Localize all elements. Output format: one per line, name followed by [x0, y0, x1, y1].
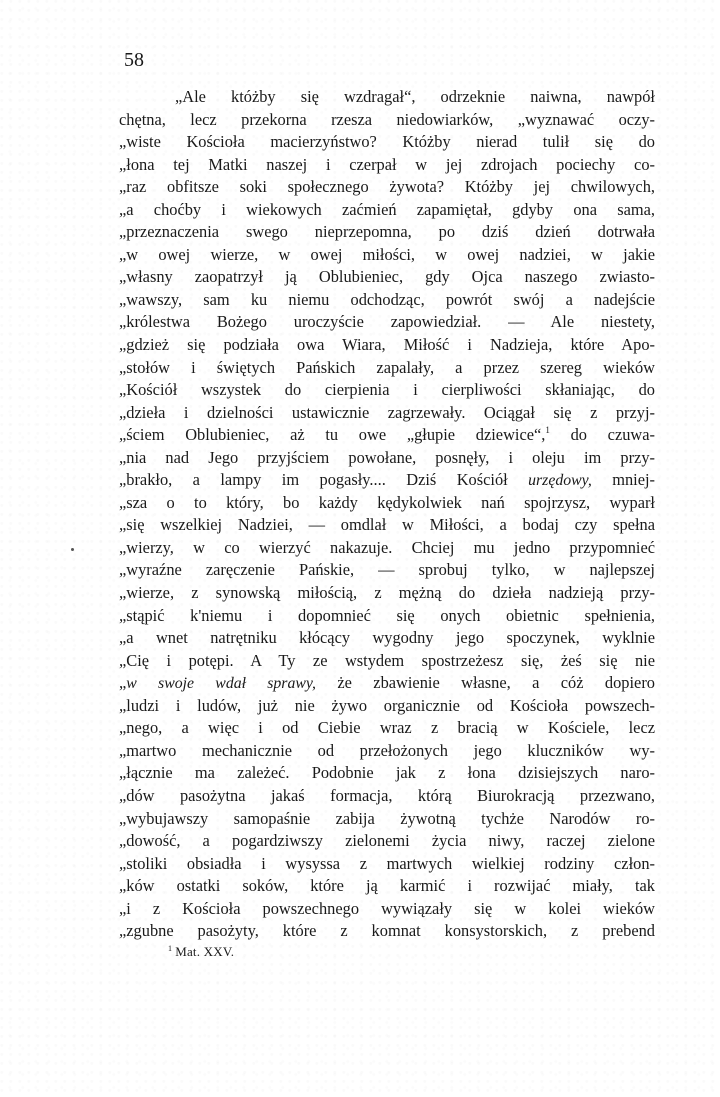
text-line-end: mniej- [591, 470, 655, 490]
footnote-text: Mat. XXV. [175, 944, 235, 959]
text-line: „i z Kościoła powszechnego wywiązały się w kolei wieków [119, 898, 655, 918]
text-line: „a wnet natrętniku kłócący wygodny jego spoczynek, wyklnie [119, 628, 655, 648]
text-line: „gdzież się podziała owa Wiara, Miłość i Nadzieja, które Apo- [119, 335, 655, 355]
text-line-start: „ściem Oblubieniec, aż tu owe „głupie dziewice“, [119, 425, 546, 445]
text-line: „Ale któżby się wzdragał“, odrzeknie naiwna, nawpół [175, 87, 655, 106]
footnote [168, 941, 234, 960]
text-line: „łącznie ma zależeć. Podobnie jak z łona dzisiejszych naro- [119, 763, 655, 783]
text-line: „się wszelkiej Nadziei, — omdlał w Miłości, a bodaj czy spełna [119, 515, 655, 535]
text-line: „raz obfitsze soki społecznego żywota? Któżby jej chwilowych, [119, 177, 655, 197]
text-line: „łona tej Matki naszej i czerpał w jej zdrojach pociechy co- [119, 154, 655, 174]
text-line: „przeznaczenia swego nieprzepomna, po dziś dzień dotrwała [119, 222, 655, 242]
text-line: „Kościół wszystek do cierpienia i cierpliwości skłaniając, do [119, 380, 655, 400]
text-line: „dowość, a pogardziwszy zielonemi życia niwy, raczej zielone [119, 831, 655, 851]
text-line: „wierzy, w co wierzyć nakazuje. Chciej mu jedno przypomnieć [119, 537, 655, 557]
main-text [119, 86, 655, 943]
text-line: „królestwa Bożego uroczyście zapowiedział. — Ale niestety, [119, 312, 655, 332]
text-line: „własny zaopatrzył ją Oblubieniec, gdy Ojca naszego zwiasto- [119, 267, 655, 287]
text-line: „wybujawszy samopaśnie zabija żywotną tychże Narodów ro- [119, 808, 655, 828]
text-line: „nego, a więc i od Ciebie wraz z bracią w Kościele, lecz [119, 718, 655, 738]
text-line: „wawszy, sam ku niemu odchodząc, powrót swój a nadejście [119, 289, 655, 309]
text-line-with-italic [119, 672, 655, 695]
text-line: „ludzi i ludów, już nie żywo organicznie od Kościoła powszech- [119, 695, 655, 715]
text-line-start: „ [119, 673, 127, 693]
text-line: „zgubne pasożyty, które z komnat konsystorskich, z prebend [119, 921, 655, 941]
margin-dot [71, 548, 74, 551]
text-line: „wierze, z synowską miłością, z mężną do dzieła nadzieją przy- [119, 583, 655, 603]
text-line: „dów pasożytna jakaś formacja, którą Biurokracją przezwano, [119, 785, 655, 805]
text-line: „stoliki obsiadła i wysyssa z martwych wielkiej rodziny człon- [119, 853, 655, 873]
text-line: „sza o to który, bo każdy kędykolwiek nań spojrzysz, wyparł [119, 492, 655, 512]
text-line: „nia nad Jego przyjściem powołane, posnęły, i oleju im przy- [119, 447, 655, 467]
text-line-end: że zbawienie własne, a cóż dopiero [315, 673, 655, 693]
text-line: „ków ostatki soków, które ją karmić i rozwijać miały, tak [119, 876, 655, 896]
italic-emphasis: urzędowy, [528, 472, 592, 490]
text-line: „dzieła i dzielności ustawicznie zagrzewały. Ociągał się z przyj- [119, 402, 655, 422]
text-line-end: do czuwa- [549, 425, 655, 445]
text-line: chętna, lecz przekorna rzesza niedowiarków, „wyznawać oczy- [119, 109, 655, 129]
text-line-with-italic [119, 469, 655, 492]
text-line: „wiste Kościoła macierzyństwo? Któżby nierad tulił się do [119, 132, 655, 152]
text-line: „stołów i świętych Pańskich zapalały, a przez szereg wieków [119, 357, 655, 377]
text-line: „Cię i potępi. A Ty ze wstydem spostrzeżesz się, żeś się nie [119, 650, 655, 670]
text-line: „wyraźne zaręczenie Pańskie, — sprobuj tylko, w najlepszej [119, 560, 655, 580]
text-line: „w owej wierze, w owej miłości, w owej nadziei, w jakie [119, 244, 655, 264]
text-line: „a choćby i wiekowych zaćmień zapamiętał, gdyby ona sama, [119, 199, 655, 219]
footnote-marker: 1 [168, 944, 173, 953]
italic-emphasis: w swoje wdał sprawy, [126, 675, 316, 693]
text-line-start: „brakło, a lampy im pogasły.... Dziś Kościół [119, 470, 508, 490]
text-line-with-footnote-marker [119, 424, 655, 447]
text-line: „martwo mechanicznie od przełożonych jego kluczników wy- [119, 740, 655, 760]
page-number: 58 [124, 49, 144, 71]
footnote-reference: 1 [545, 425, 550, 436]
text-line: „stąpić k'niemu i dopomnieć się onych obietnic spełnienia, [119, 605, 655, 625]
